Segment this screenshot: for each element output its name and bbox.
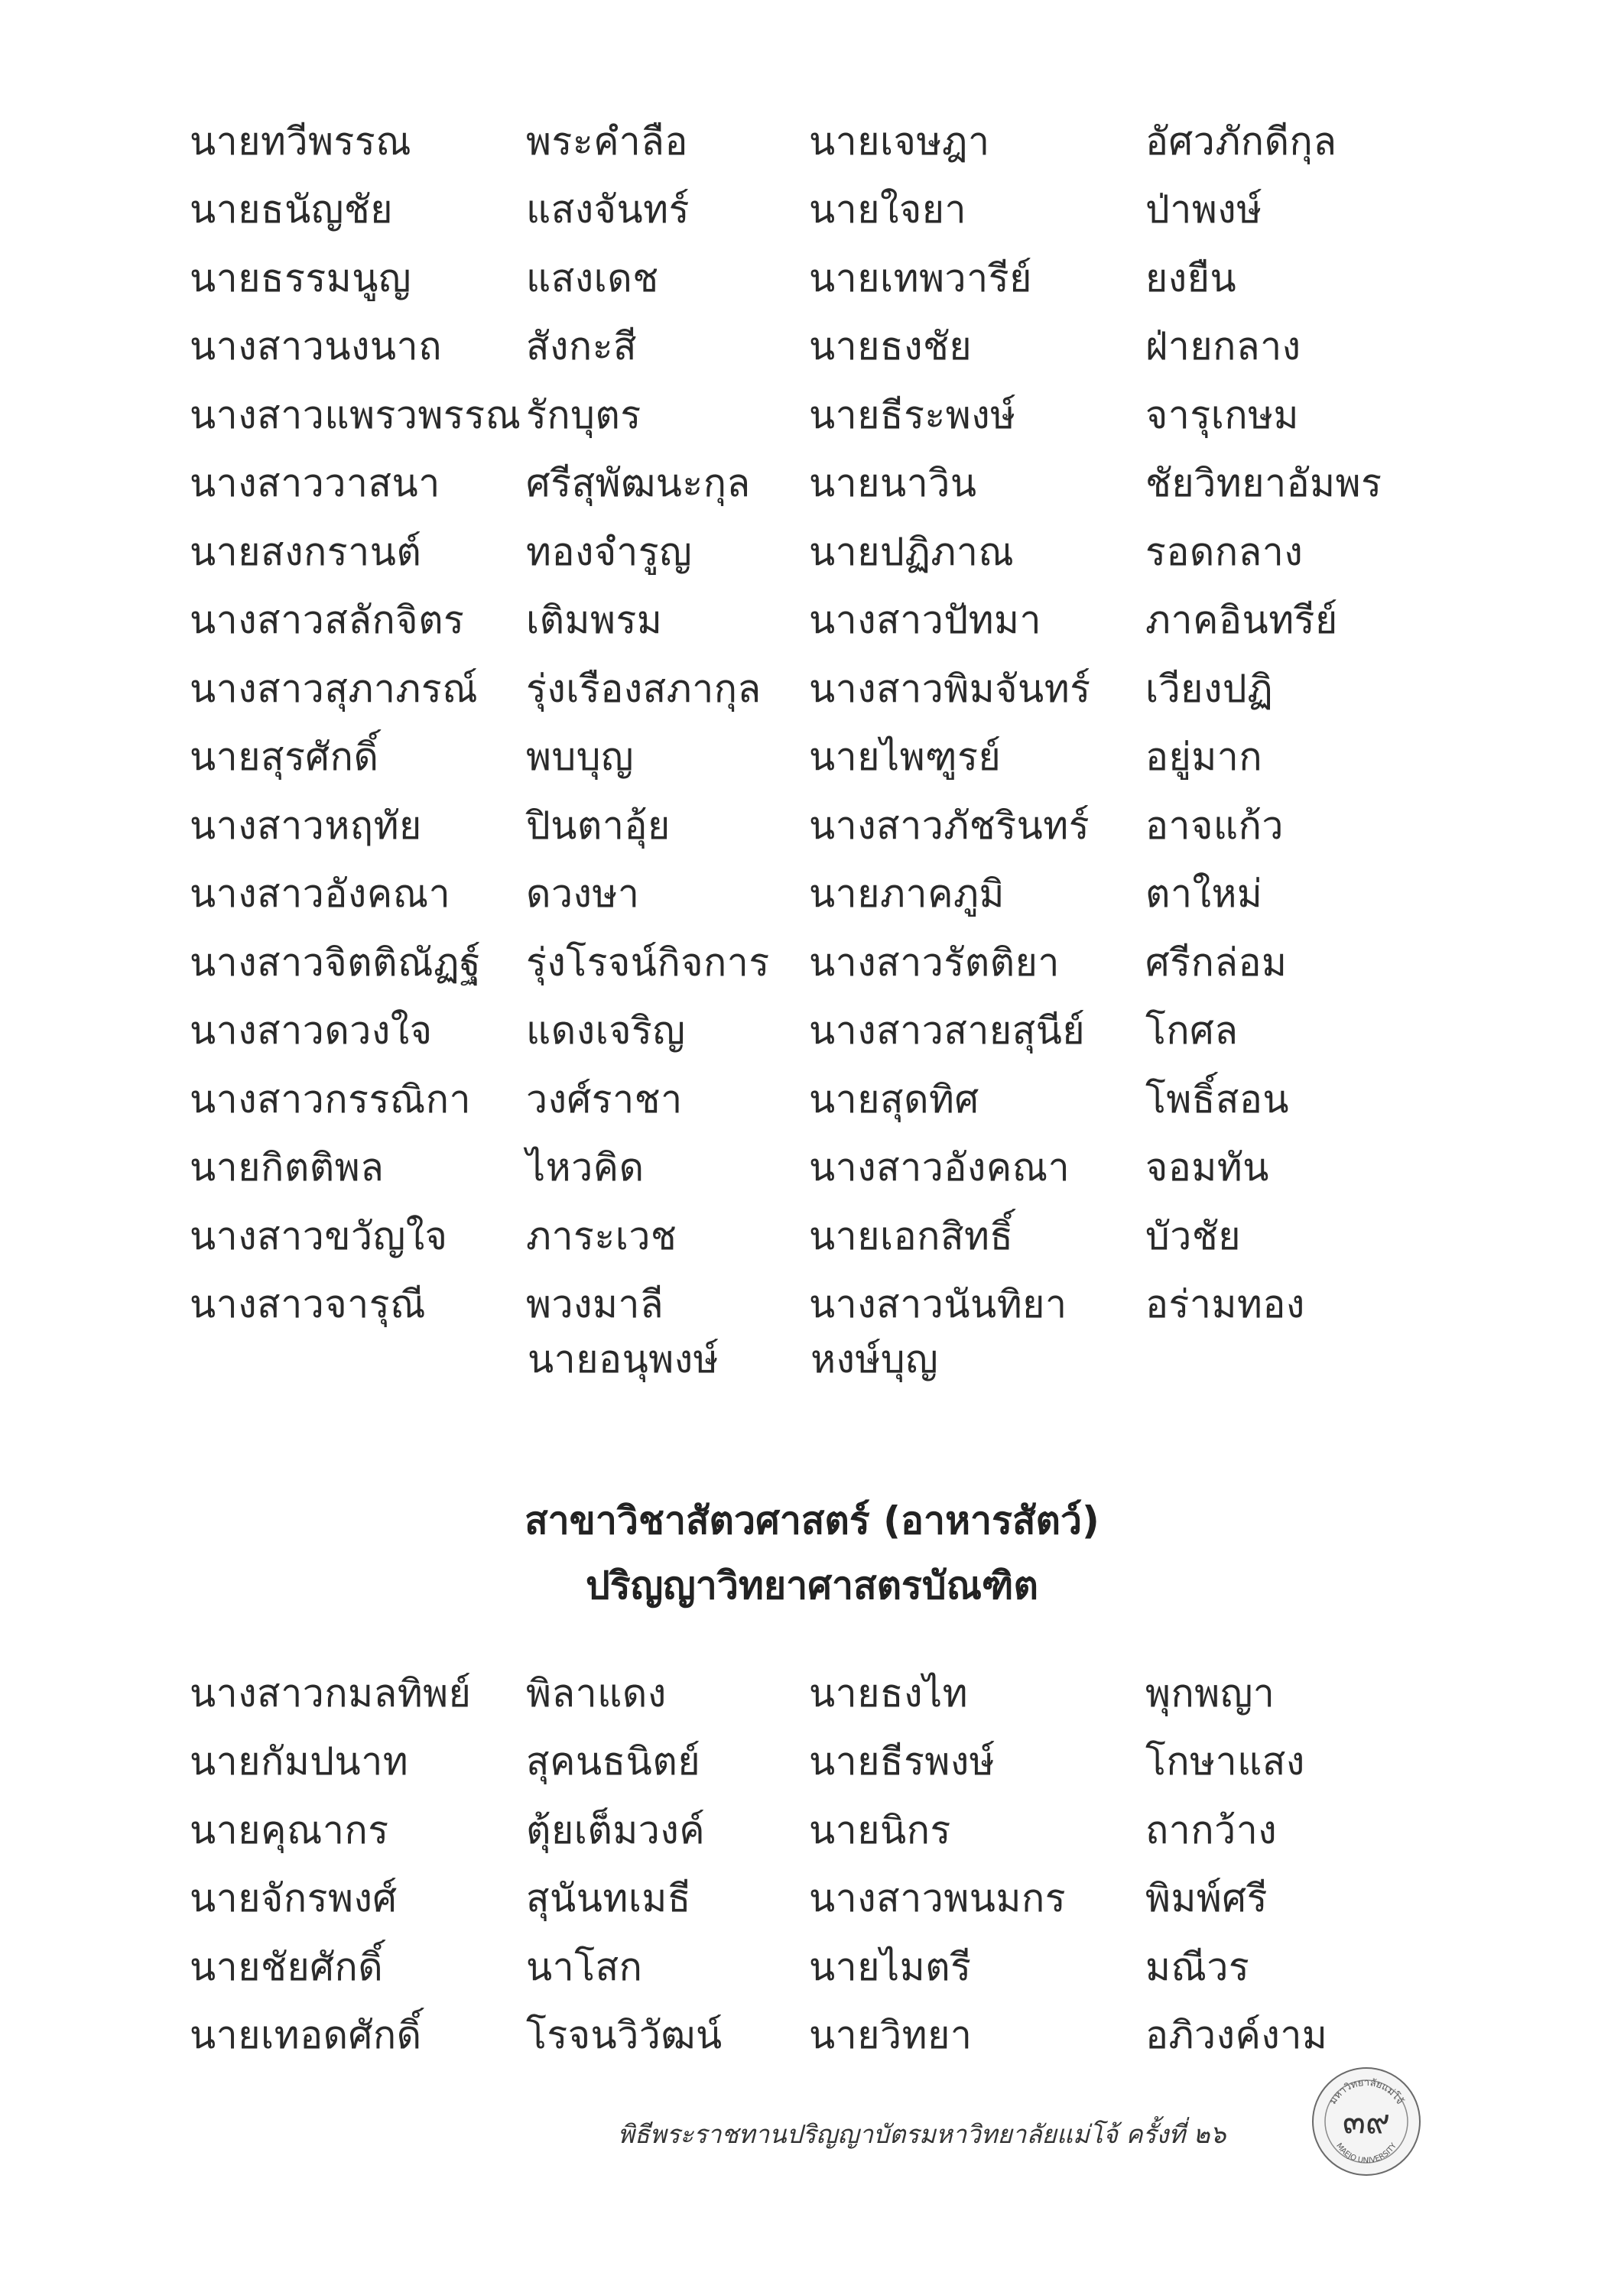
name-row [190, 1728, 1474, 1797]
last-name: บัวชัย [1145, 1213, 1242, 1258]
first-name: นายธีระพงษ์ [809, 392, 1016, 437]
first-name: นางสาวพิมจันทร์ [809, 666, 1091, 711]
last-name: พุกพญา [1145, 1670, 1275, 1716]
first-name: นายธนัญชัย [190, 187, 394, 232]
last-name: อาจแก้ว [1145, 803, 1284, 848]
last-name: พิมพ์ศรี [1145, 1876, 1268, 1921]
first-name: นางสาวหฤทัย [190, 803, 422, 848]
last-name: มณีวร [1145, 1944, 1250, 1989]
name-row [190, 1202, 1474, 1271]
last-name: ยงยืน [1145, 255, 1237, 300]
name-row [190, 1065, 1474, 1134]
seal-top-text: มหาวิทยาลัยแม่โจ้ [1327, 2076, 1406, 2107]
seal-bottom-text: MAEJO UNIVERSITY [1334, 2141, 1398, 2166]
first-name: นายสงกรานต์ [190, 529, 422, 574]
name-row [190, 860, 1474, 929]
name-row [190, 107, 1474, 176]
last-name: โกศล [1145, 1008, 1239, 1053]
name-row [190, 244, 1474, 313]
first-name: นางสาวอังคณา [190, 872, 451, 917]
last-name: ศรีกล่อม [1145, 940, 1288, 985]
last-name: นาโสก [526, 1944, 643, 1989]
last-name: โพธิ์สอน [1145, 1076, 1290, 1122]
name-row [190, 997, 1474, 1066]
last-name: เวียงปฏิ [1145, 666, 1274, 711]
last-name: ชัยวิทยาอัมพร [1145, 461, 1382, 506]
first-name: นายสุดทิศ [809, 1076, 979, 1122]
name-row [190, 1865, 1474, 1933]
name-row [190, 1134, 1474, 1203]
name-row [190, 2001, 1474, 2070]
first-name: นายทวีพรรณ [190, 118, 412, 164]
last-name: พิลาแดง [526, 1670, 667, 1716]
first-name: นายไพฑูรย์ [809, 735, 1002, 780]
first-name: นายเจษฎา [809, 118, 990, 164]
first-name: นายคุณากร [190, 1807, 389, 1852]
first-name: นายนาวิน [809, 461, 977, 506]
name-row [190, 654, 1474, 723]
first-name: นายธงชัย [809, 324, 973, 369]
last-name: พบบุญ [526, 735, 635, 780]
name-row [190, 928, 1474, 997]
last-name: โรจนวิวัฒน์ [526, 2013, 723, 2058]
last-name: อยู่มาก [1145, 735, 1263, 780]
first-name: นางสาวแพรวพรรณ [190, 392, 521, 437]
first-name: นายกิตติพล [190, 1145, 385, 1190]
name-row [190, 176, 1474, 245]
last-name: หงษ์บุญ [810, 1337, 939, 1381]
last-name: โกษาแสง [1145, 1739, 1305, 1784]
graduate-list-last-row [528, 1337, 939, 1381]
graduate-list-section-2 [190, 1659, 1474, 2070]
first-name: นางสาวปัทมา [809, 598, 1042, 643]
first-name: นายกัมปนาท [190, 1739, 409, 1784]
last-name: ภาระเวช [526, 1213, 677, 1258]
last-name: ฝ่ายกลาง [1145, 324, 1301, 369]
first-name: นายไมตรี [809, 1944, 972, 1989]
first-name: นายจักรพงศ์ [190, 1876, 398, 1921]
last-name: รักบุตร [526, 392, 641, 437]
last-name: วงศ์ราชา [526, 1076, 683, 1122]
last-name: แดงเจริญ [526, 1008, 686, 1053]
first-name: นางสาวกมลทิพย์ [190, 1670, 472, 1716]
name-row [190, 381, 1474, 450]
last-name: แสงจันทร์ [526, 187, 690, 232]
first-name: นายสุรศักดิ์ [190, 735, 379, 780]
last-name: ตุ้ยเต็มวงค์ [526, 1807, 706, 1852]
first-name: นายเทอดศักดิ์ [190, 2013, 422, 2058]
last-name: ตาใหม่ [1145, 872, 1263, 917]
first-name: นางสาวกรรณิกา [190, 1076, 472, 1122]
last-name: สังกะสี [526, 324, 638, 369]
last-name: รอดกลาง [1145, 529, 1304, 574]
last-name: แสงเดช [526, 255, 659, 300]
first-name: นายภาคภูมิ [809, 872, 1005, 917]
first-name: นายธงไท [809, 1670, 969, 1716]
last-name: ดวงษา [526, 872, 640, 917]
footer-ceremony-text: พิธีพระราชทานปริญญาบัตรมหาวิทยาลัยแม่โจ้ ครั้งที่ ๒๖ [618, 2119, 1226, 2149]
last-name: ศรีสุพัฒนะกุล [526, 461, 751, 506]
last-name: อภิวงค์งาม [1145, 2013, 1328, 2058]
first-name: นายใจยา [809, 187, 967, 232]
first-name: นางสาวดวงใจ [190, 1008, 433, 1053]
last-name: รุ่งโรจน์กิจการ [526, 940, 770, 985]
first-name: นางสาวสลักจิตร [190, 598, 465, 643]
first-name: นางสาววาสนา [190, 461, 440, 506]
name-row [190, 791, 1474, 860]
first-name: นางสาวสุภาภรณ์ [190, 666, 479, 711]
first-name: นางสาวจิตติณัฏฐ์ [190, 940, 482, 985]
name-row [190, 586, 1474, 655]
page-number: ๓๙ [1342, 2102, 1391, 2141]
last-name: เติมพรม [526, 598, 663, 643]
first-name: นายธรรมนูญ [190, 255, 412, 300]
last-name: จารุเกษม [1145, 392, 1300, 437]
last-name: พวงมาลี [526, 1282, 664, 1327]
name-row [190, 1933, 1474, 2001]
last-name: อร่ามทอง [1145, 1282, 1305, 1327]
first-name: นางสาวภัชรินทร์ [809, 803, 1090, 848]
first-name: นางสาวจารุณี [190, 1282, 426, 1327]
first-name: นางสาวสายสุนีย์ [809, 1008, 1086, 1053]
first-name: นางสาวอังคณา [809, 1145, 1070, 1190]
last-name: รุ่งเรืองสภากุล [526, 666, 762, 711]
name-row [190, 1659, 1474, 1728]
section-heading-degree: ปริญญาวิทยาศาสตรบัณฑิต [585, 1563, 1039, 1608]
last-name: ปินตาอุ้ย [526, 803, 671, 848]
first-name: นายธีรพงษ์ [809, 1739, 996, 1784]
graduate-list-section-1 [190, 107, 1474, 1339]
last-name: จอมทัน [1145, 1145, 1269, 1190]
last-name: ไหวคิด [526, 1145, 645, 1190]
last-name: ภาคอินทรีย์ [1145, 598, 1338, 643]
first-name: นางสาวรัตติยา [809, 940, 1060, 985]
first-name: นางสาวพนมกร [809, 1876, 1067, 1921]
first-name: นายเทพวารีย์ [809, 255, 1032, 300]
first-name: นางสาวขวัญใจ [190, 1213, 448, 1258]
name-row [190, 518, 1474, 586]
first-name: นายปฏิภาณ [809, 529, 1015, 574]
first-name: นางสาวนงนาถ [190, 324, 442, 369]
name-row [190, 313, 1474, 381]
last-name: อัศวภักดีกุล [1145, 118, 1337, 164]
last-name: ทองจำรูญ [526, 529, 693, 574]
name-row [190, 723, 1474, 792]
first-name: นายชัยศักดิ์ [190, 1944, 384, 1989]
name-row [190, 1271, 1474, 1339]
last-name: ถากว้าง [1145, 1807, 1278, 1852]
last-name: สุนันทเมธี [526, 1876, 691, 1921]
last-name: ป่าพงษ์ [1145, 187, 1262, 232]
first-name: นายนิกร [809, 1807, 951, 1852]
university-seal-page-number [1309, 2064, 1424, 2179]
first-name: นางสาวนันทิยา [809, 1282, 1067, 1327]
first-name: นายเอกสิทธิ์ [809, 1213, 1014, 1258]
section-heading-major: สาขาวิชาสัตวศาสตร์ (อาหารสัตว์) [525, 1498, 1099, 1543]
name-row [190, 1796, 1474, 1865]
name-row [190, 450, 1474, 518]
last-name: พระคำลือ [526, 118, 688, 164]
last-name: สุคนธนิตย์ [526, 1739, 701, 1784]
first-name: นายวิทยา [809, 2013, 973, 2058]
first-name: นายอนุพงษ์ [528, 1337, 719, 1381]
